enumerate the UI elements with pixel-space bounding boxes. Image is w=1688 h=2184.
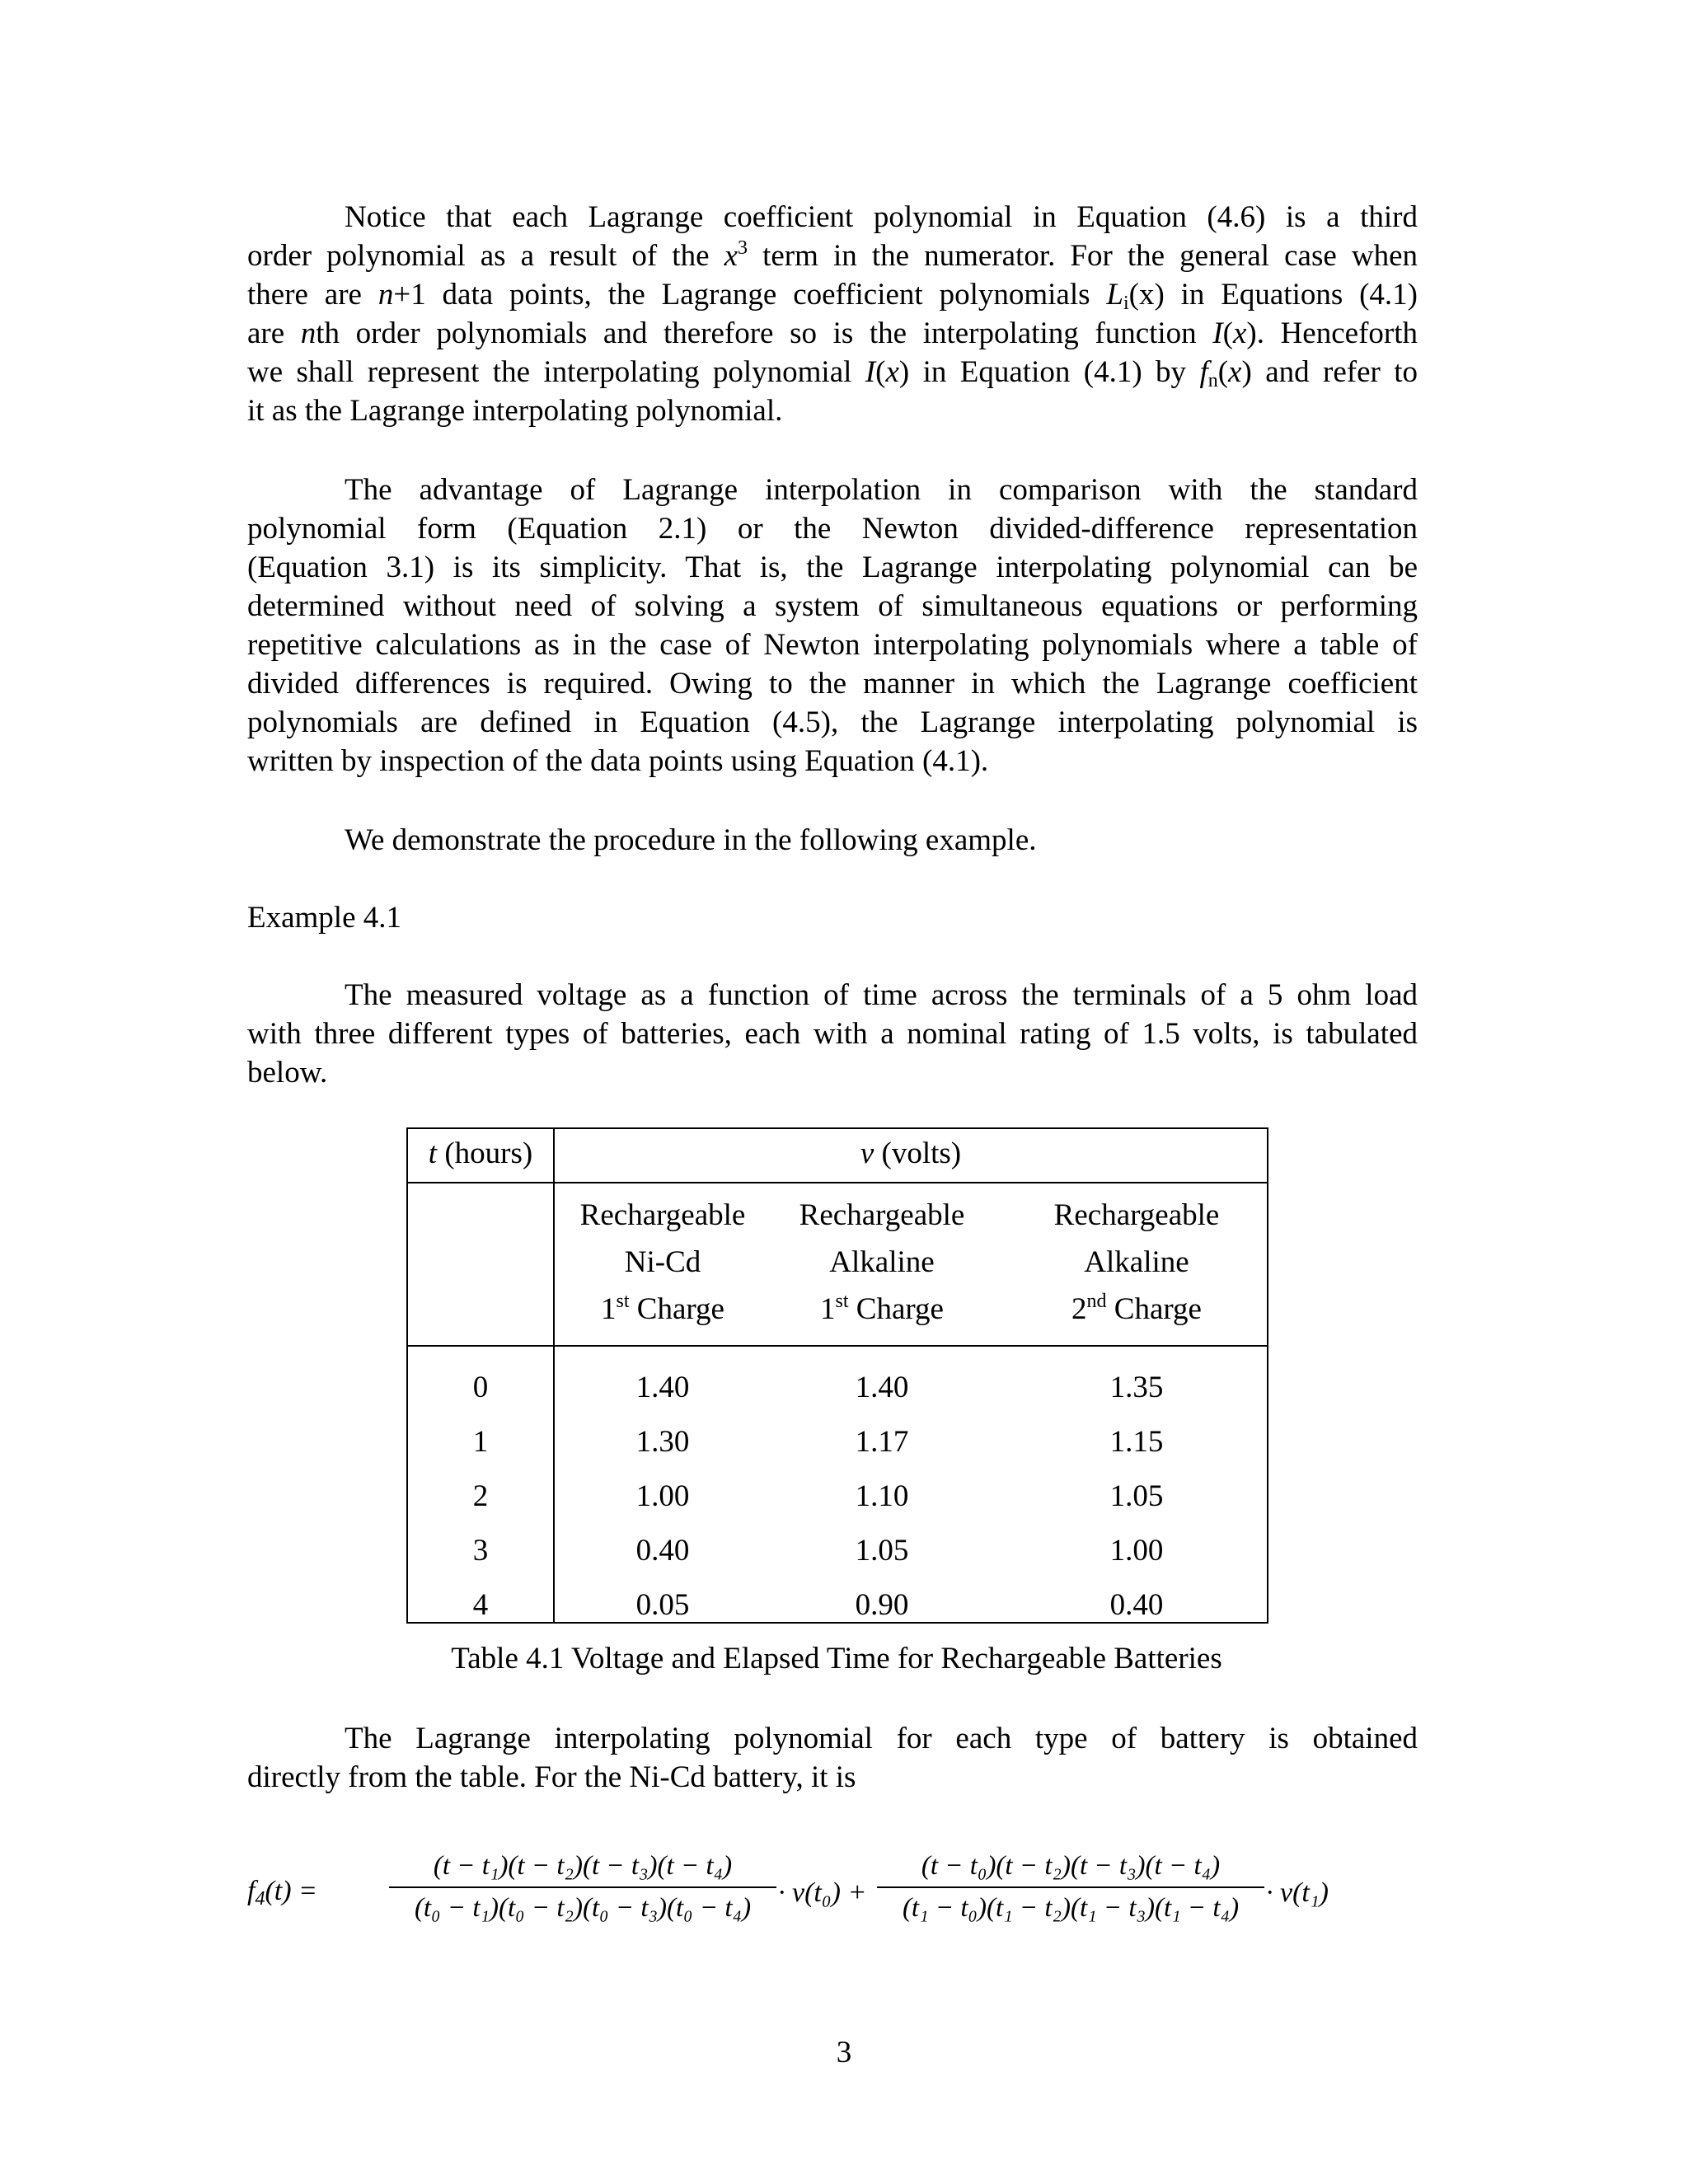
ordinal: 1 xyxy=(820,1292,836,1326)
text-line: polynomials are defined in Equation (4.5), the Lagrange interpolating polynomial is xyxy=(247,705,1418,739)
denominator: (t₁ − t₀)(t₁ − t₂)(t₁ − t₃)(t₁ − t₄) xyxy=(902,1893,1240,1923)
voltage-cell: 0.40 xyxy=(635,1534,690,1568)
equation-term2-multiplier: · v(t₁) xyxy=(1266,1877,1329,1908)
text-span: ) in Equation (4.1) by xyxy=(898,355,1200,389)
math-var: x xyxy=(1232,316,1247,350)
denominator: (t₀ − t₁)(t₀ − t₂)(t₀ − t₃)(t₀ − t₄) xyxy=(414,1893,752,1923)
fraction-bar xyxy=(389,1886,776,1888)
paragraph-demonstrate xyxy=(247,821,1418,860)
text-line xyxy=(247,275,1418,314)
text-line xyxy=(247,237,1418,275)
text-span: ( xyxy=(1222,316,1233,350)
column-header-line xyxy=(553,1286,772,1333)
fraction-bar xyxy=(877,1886,1264,1888)
text-line: directly from the table. For the Ni-Cd battery, it is xyxy=(247,1760,856,1794)
equation-term1-multiplier: · v(t₀) + xyxy=(778,1877,867,1908)
equation-term2-fraction xyxy=(877,1851,1264,1924)
voltage-cell: 0.90 xyxy=(855,1588,909,1622)
column-header-line: Alkaline xyxy=(1084,1245,1189,1279)
text-span: term in the numerator. For the general case when xyxy=(748,239,1418,273)
subscript: i xyxy=(1123,293,1129,314)
voltage-cell: 1.40 xyxy=(855,1371,909,1404)
column-header-line xyxy=(772,1286,992,1333)
text-line: Notice that each Lagrange coefficient polynomial in Equation (4.6) is a third xyxy=(345,200,1418,234)
math-text: (t) = xyxy=(265,1876,317,1906)
column-header-line: Alkaline xyxy=(829,1245,935,1279)
text-line: with three different types of batteries, each with a nominal rating of 1.5 volts, is tabulated xyxy=(247,1017,1418,1051)
header-unit: (volts) xyxy=(874,1137,962,1170)
text-line: written by inspection of the data points using Equation (4.1). xyxy=(247,744,989,778)
time-cell: 0 xyxy=(472,1371,489,1404)
voltage-cell: 1.17 xyxy=(855,1425,909,1459)
text-line: (Equation 3.1) is its simplicity. That is, the Lagrange interpolating polynomial can be xyxy=(247,551,1418,584)
math-var: t xyxy=(428,1137,438,1170)
voltage-cell: 1.15 xyxy=(1109,1425,1164,1459)
text-line xyxy=(247,353,1418,391)
text-span: order polynomial as a result of the xyxy=(247,239,724,273)
equation-lhs xyxy=(247,1876,317,1910)
text-line: Example 4.1 xyxy=(247,901,402,935)
example-heading xyxy=(247,898,1418,937)
table-divider xyxy=(408,1345,553,1347)
page-number: 3 xyxy=(836,2036,852,2069)
paragraph-lagrange-order xyxy=(247,198,1418,430)
charge-label: Charge xyxy=(848,1292,944,1326)
voltage-cell: 0.05 xyxy=(635,1588,690,1622)
text-span: ( xyxy=(1217,355,1229,389)
battery-voltage-table xyxy=(406,1127,1268,1624)
math-var: f xyxy=(247,1876,256,1906)
math-var: I xyxy=(1212,316,1223,350)
column-header-nicd xyxy=(553,1192,772,1333)
math-var: x xyxy=(885,355,899,389)
ordinal: 1 xyxy=(601,1292,617,1326)
text-span: ( xyxy=(875,355,886,389)
voltage-cell: 1.40 xyxy=(635,1371,690,1404)
time-cell: 1 xyxy=(472,1425,489,1459)
time-cell: 4 xyxy=(472,1588,489,1622)
equation-term1-fraction xyxy=(389,1851,776,1924)
column-header-line: Rechargeable xyxy=(579,1198,746,1232)
table-divider xyxy=(553,1345,1267,1347)
exponent: 3 xyxy=(738,237,748,259)
column-header-alkaline-2nd xyxy=(1005,1192,1268,1333)
text-span: ). Henceforth xyxy=(1246,316,1418,350)
text-line: The advantage of Lagrange interpolation in comparison with the standard xyxy=(345,473,1418,507)
math-var: I xyxy=(865,355,876,389)
math-var: f xyxy=(1199,355,1208,389)
text-line: it as the Lagrange interpolating polynomial. xyxy=(247,394,783,428)
alkaline-2nd-column xyxy=(1005,1361,1268,1633)
paragraph-measured-voltage xyxy=(247,976,1418,1092)
paragraph-interpolating-intro xyxy=(247,1719,1418,1797)
voltage-cell: 0.40 xyxy=(1109,1588,1164,1622)
math-var: v xyxy=(860,1137,874,1170)
text-span: th order polynomials and therefore so is the interpolating function xyxy=(316,316,1213,350)
text-line: determined without need of solving a system of simultaneous equations or performing xyxy=(247,589,1418,623)
ordinal-suffix: st xyxy=(835,1291,849,1312)
voltage-cell: 1.10 xyxy=(855,1479,909,1513)
header-time xyxy=(408,1136,553,1171)
text-line: repetitive calculations as in the case of Newton interpolating polynomials where a table of xyxy=(247,628,1418,662)
paragraph-lagrange-advantage xyxy=(247,471,1418,780)
table-caption: Table 4.1 Voltage and Elapsed Time for Rechargeable Batteries xyxy=(451,1642,1222,1675)
text-line: below. xyxy=(247,1056,328,1090)
text-line: We demonstrate the procedure in the following example. xyxy=(345,823,1037,857)
charge-label: Charge xyxy=(1106,1292,1202,1326)
numerator: (t − t₁)(t − t₂)(t − t₃)(t − t₄) xyxy=(433,1851,733,1881)
math-var: x xyxy=(724,239,738,273)
math-var: L xyxy=(1106,278,1123,312)
column-header-line: Ni-Cd xyxy=(624,1245,701,1279)
text-line: divided differences is required. Owing to the manner in which the Lagrange coefficient xyxy=(247,667,1418,701)
voltage-cell: 1.35 xyxy=(1109,1371,1164,1404)
voltage-cell: 1.30 xyxy=(635,1425,690,1459)
column-header-line: Rechargeable xyxy=(1053,1198,1220,1232)
ordinal-suffix: st xyxy=(616,1291,630,1312)
subscript: n xyxy=(1207,370,1218,391)
header-unit: (hours) xyxy=(437,1137,533,1170)
column-header-line: Rechargeable xyxy=(799,1198,965,1232)
math-var: n xyxy=(300,316,316,350)
time-cell: 3 xyxy=(472,1534,489,1568)
alkaline-1st-column xyxy=(772,1361,992,1633)
table-divider xyxy=(408,1182,1267,1183)
ordinal: 2 xyxy=(1071,1292,1087,1326)
voltage-cell: 1.05 xyxy=(1109,1479,1164,1513)
text-line xyxy=(247,314,1418,353)
ordinal-suffix: nd xyxy=(1086,1291,1107,1312)
text-span: ) and refer to xyxy=(1241,355,1418,389)
column-header-line xyxy=(1005,1286,1268,1333)
voltage-cell: 1.05 xyxy=(855,1534,909,1568)
voltage-cell: 1.00 xyxy=(635,1479,690,1513)
math-var: n xyxy=(377,278,394,312)
text-span: are xyxy=(247,316,301,350)
text-span: (x) in Equations (4.1) xyxy=(1128,278,1418,312)
text-line: polynomial form (Equation 2.1) or the Newton divided-difference representation xyxy=(247,512,1418,546)
subscript: 4 xyxy=(255,1888,265,1910)
text-span: +1 data points, the Lagrange coefficient polynomials xyxy=(393,278,1107,312)
nicd-column xyxy=(553,1361,772,1633)
math-var: x xyxy=(1228,355,1242,389)
column-header-alkaline-1st xyxy=(772,1192,992,1333)
voltage-cell: 1.00 xyxy=(1109,1534,1164,1568)
time-column xyxy=(408,1361,553,1633)
header-voltage xyxy=(553,1136,1268,1171)
numerator: (t − t₀)(t − t₂)(t − t₃)(t − t₄) xyxy=(921,1851,1221,1881)
charge-label: Charge xyxy=(629,1292,724,1326)
text-span: we shall represent the interpolating polynomial xyxy=(247,355,865,389)
text-line: The measured voltage as a function of time across the terminals of a 5 ohm load xyxy=(345,978,1418,1012)
text-line: The Lagrange interpolating polynomial for each type of battery is obtained xyxy=(345,1722,1418,1755)
text-span: there are xyxy=(247,278,378,312)
time-cell: 2 xyxy=(472,1479,489,1513)
